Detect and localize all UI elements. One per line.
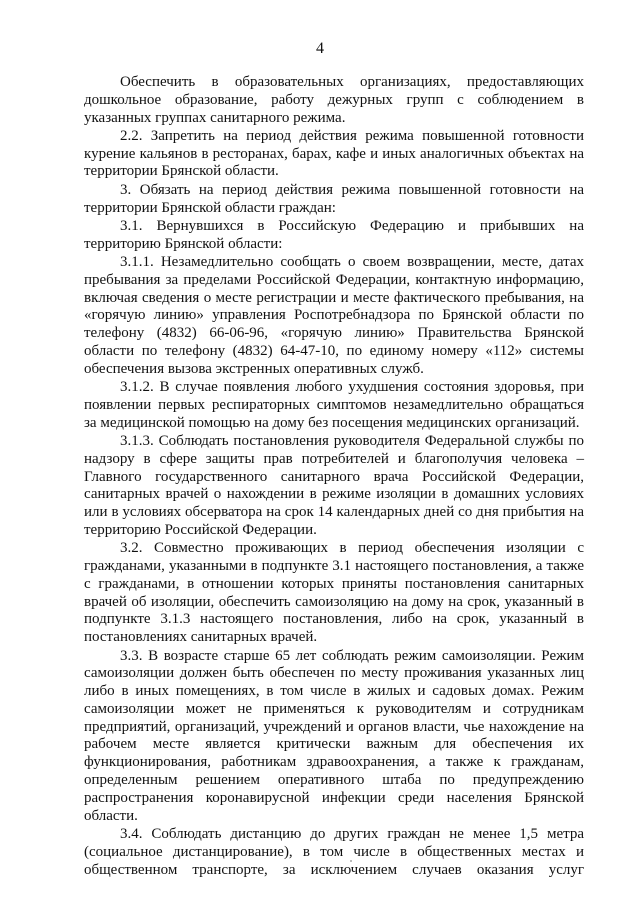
paragraph-education-duty-groups: Обеспечить в образовательных организациях, предоставляющих дошкольное образование, работу дежурных групп с соблюдением в указанных группах санитарного режима. <box>84 74 584 126</box>
paragraph-3-4-social-distance: 3.4. Соблюдать дистанцию до других граждан не менее 1,5 метра (социальное дистанцирование), в том числе в общественных местах и общественном транспорте, за исключением случаев оказания услуг <box>84 825 584 878</box>
paragraph-3-1-returnees: 3.1. Вернувшихся в Российскую Федерацию и прибывших на территорию Брянской области: <box>84 217 584 252</box>
paragraph-3-1-3-isolation-orders: 3.1.3. Соблюдать постановления руководителя Федеральной службы по надзору в сфере защиты прав потребителей и благополучия человека – Главного государственного санитарного врача Российской Федерации, санитарных врачей о нахождении в режиме изоляции в домашних условиях или в условиях обсерватора на срок 14 календарных дней со дня прибытия на территорию Российской Федерации. <box>84 432 584 538</box>
paragraph-3-1-1-report-return: 3.1.1. Незамедлительно сообщать о своем возвращении, месте, датах пребывания за пределами Российской Федерации, контактную информацию, включая сведения о месте регистрации и месте фактического пребывания, на «горячую линию» управления Роспотребнадзора по Брянской области по телефону (4832) 66-06-96, «горячую линию» Правительства Брянской области по телефону (4832) 64-47-10, по единому номеру «112» системы обеспечения вызова экстренных оперативных служб. <box>84 253 584 377</box>
paragraph-2-2-hookah-ban: 2.2. Запретить на период действия режима повышенной готовности курение кальянов в ресторанах, барах, кафе и иных аналогичных объектах на территории Брянской области. <box>84 127 584 180</box>
page-number: 4 <box>316 40 324 57</box>
paragraph-3-obligations: 3. Обязать на период действия режима повышенной готовности на территории Брянской области граждан: <box>84 181 584 216</box>
document-body <box>84 74 584 880</box>
scan-dot <box>350 860 352 862</box>
paragraph-3-1-2-health-symptoms: 3.1.2. В случае появления любого ухудшения состояния здоровья, при появлении первых респираторных симптомов незамедлительно обращаться за медицинской помощью на дому без посещения медицинских организаций. <box>84 379 584 431</box>
paragraph-3-2-cohabitants: 3.2. Совместно проживающих в период обеспечения изоляции с гражданами, указанными в подпункте 3.1 настоящего постановления, а также с гражданами, в отношении которых приняты постановления санитарных врачей об изоляции, обеспечить самоизоляцию на дому на срок, указанный в подпункте 3.1.3 настоящего постановления, либо на срок, указанный в постановлениях санитарных врачей. <box>84 540 584 646</box>
paragraph-3-3-over-65: 3.3. В возрасте старше 65 лет соблюдать режим самоизоляции. Режим самоизоляции должен быть обеспечен по месту проживания указанных лиц либо в иных помещениях, в том числе в жилых и садовых домах. Режим самоизоляции может не применяться к руководителям и сотрудникам предприятий, организаций, учреждений и органов власти, чье нахождение на рабочем месте является критически важным для обеспечения их функционирования, работникам здравоохранения, а также к гражданам, определенным решением оперативного штаба по предупреждению распространения коронавирусной инфекции среди населения Брянской области. <box>84 647 584 824</box>
